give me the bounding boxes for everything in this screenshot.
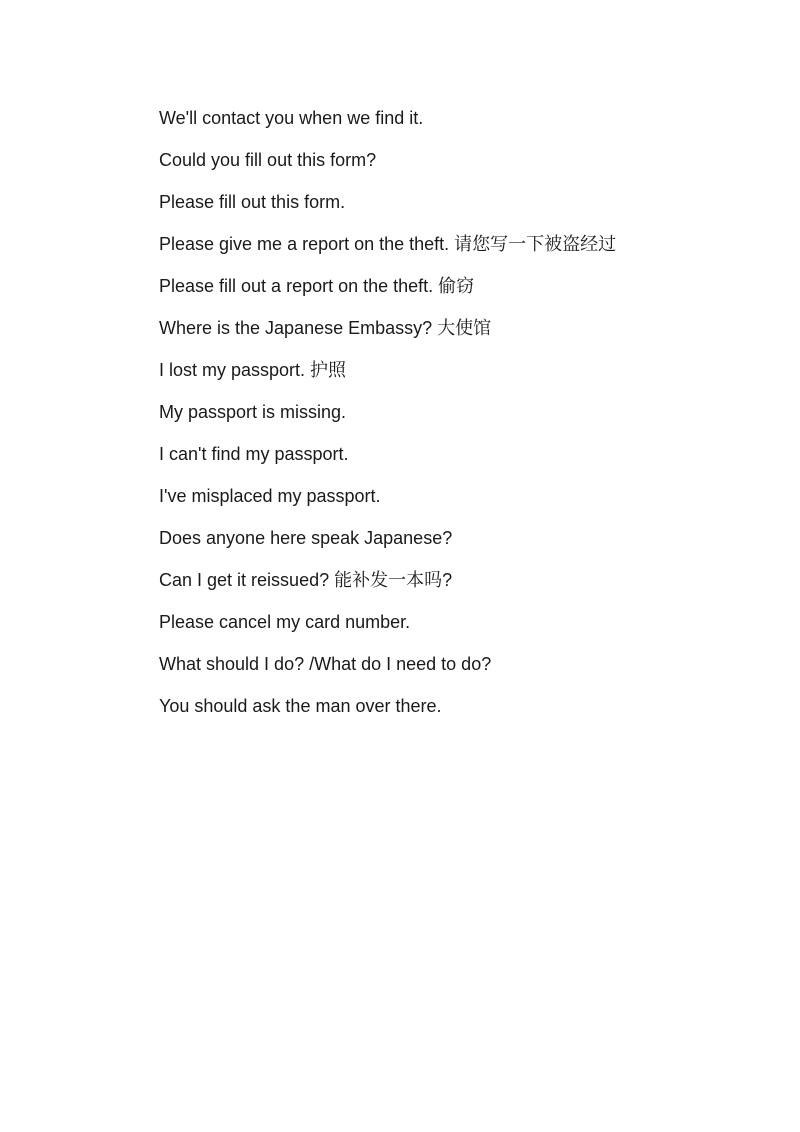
phrase-line: Does anyone here speak Japanese? (159, 528, 453, 548)
phrase-line: Can I get it reissued? 能补发一本吗? (159, 570, 453, 590)
phrase-line: Where is the Japanese Embassy? 大使馆 (159, 318, 492, 338)
phrase-line: You should ask the man over there. (159, 696, 442, 716)
phrase-list (159, 105, 759, 735)
phrase-line: I can't find my passport. (159, 444, 349, 464)
phrase-line: My passport is missing. (159, 402, 347, 422)
phrase-line: What should I do? /What do I need to do? (159, 654, 492, 674)
phrase-line: Please cancel my card number. (159, 612, 411, 632)
phrase-line: Please give me a report on the theft. 请您写一下被盗经过 (159, 234, 617, 254)
phrase-line: Could you fill out this form? (159, 150, 377, 170)
phrase-line: Please fill out a report on the theft. 偷窃 (159, 276, 475, 296)
phrase-line: I lost my passport. 护照 (159, 360, 347, 380)
phrase-line: We'll contact you when we find it. (159, 108, 424, 128)
phrase-line: I've misplaced my passport. (159, 486, 381, 506)
phrase-line: Please fill out this form. (159, 192, 346, 212)
